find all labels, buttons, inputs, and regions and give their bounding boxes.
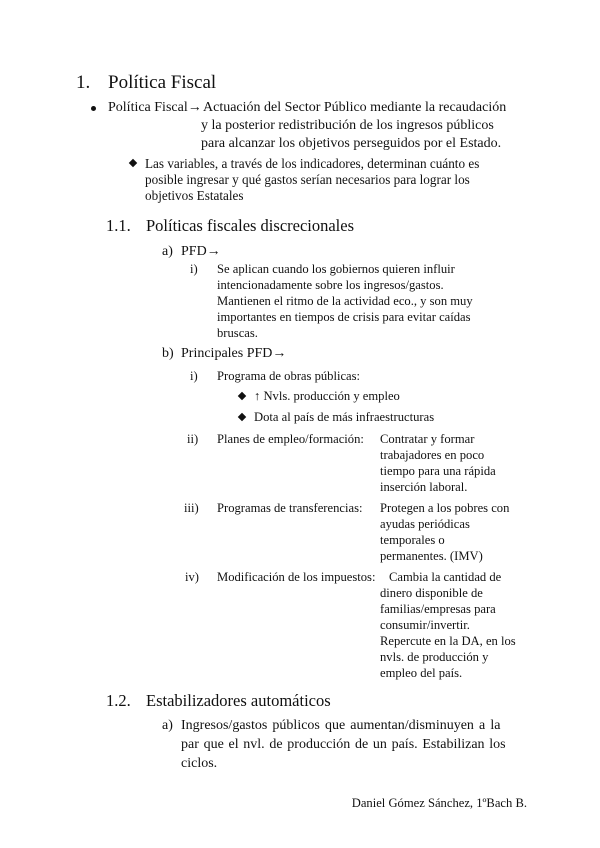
item-a-i-line-4: importantes en tiempos de crisis para evitar caídas [217,310,471,324]
item-b-iii-desc-2: ayudas periódicas [380,517,470,531]
item-a-title: PFD→ [181,244,221,259]
item-b-iv-desc-1: Cambia la cantidad de [389,570,502,584]
item-b-iv-desc-7: empleo del país. [380,666,463,680]
item-a-i-line-3: Mantienen el ritmo de la actividad eco., y son muy [217,294,473,308]
diamond-bullet-icon [238,392,246,400]
diamond-bullet-icon [238,413,246,421]
bullet-line-2: y la posterior redistribución de los ingresos públicos [201,118,494,133]
item-b-iv-desc-5: Repercute en la DA, en los [380,634,516,648]
item-b-iv-desc-6: nvls. de producción y [380,650,489,664]
item-b-iv-desc-3: familias/empresas para [380,602,496,616]
section-1-2-number: 1.2. [106,691,131,710]
item-a-i-line-2: intencionadamente sobre los ingresos/gastos. [217,278,444,292]
item-b-title: Principales PFD→ [181,346,287,361]
item-b-ii-desc-3: tiempo para una rápida [380,464,496,478]
section-1-1-title: Políticas fiscales discrecionales [146,216,355,235]
item-b-ii-desc-2: trabajadores en poco [380,448,485,462]
item-b-iii-title: Programas de transferencias: [217,501,363,515]
item-b-iv-desc-4: consumir/invertir. [380,618,470,632]
item-b-iii-label: iii) [184,501,199,515]
footer-author: Daniel Gómez Sánchez, 1ºBach B. [351,796,527,810]
item-b-iv-desc-2: dinero disponible de [380,586,483,600]
diamond-bullet-icon [129,159,137,167]
item-b-iii-desc-3: temporales o [380,533,445,547]
item-b-i-label: i) [190,369,198,383]
item-b-iii-desc-4: permanentes. (IMV) [380,549,483,563]
section-1-2-title: Estabilizadores automáticos [146,691,331,710]
item-a-i-line-5: bruscas. [217,326,258,340]
item-b-i-bullet-2: Dota al país de más infraestructuras [254,410,435,424]
section-1-title: Política Fiscal [108,72,217,93]
bullet-dot-icon [91,106,96,111]
sub-bullet-line-1: Las variables, a través de los indicadores, determinan cuánto es [145,156,480,171]
item-a-label: a) [162,244,173,259]
sub-bullet-line-3: objetivos Estatales [145,188,244,203]
item-1-2-a-line-3: ciclos. [181,756,218,771]
item-b-iv-label: iv) [185,570,199,584]
item-a-i-label: i) [190,262,198,276]
item-b-iii-desc-1: Protegen a los pobres con [380,501,510,515]
section-1-1-number: 1.1. [106,216,131,235]
item-b-ii-label: ii) [187,432,199,446]
item-1-2-a-line-2: par que el nvl. de producción de un país. Estabilizan los [181,737,506,752]
item-b-ii-desc-1: Contratar y formar [380,432,475,446]
item-b-i-bullet-1: ↑ Nvls. producción y empleo [254,389,400,403]
item-1-2-a-label: a) [162,718,173,733]
item-1-2-a-line-1: Ingresos/gastos públicos que aumentan/disminuyen a la [181,718,501,733]
item-b-iv-title: Modificación de los impuestos: [217,570,376,584]
bullet-term: Política Fiscal→ [108,100,202,115]
item-b-ii-title: Planes de empleo/formación: [217,432,364,446]
item-a-i-line-1: Se aplican cuando los gobiernos quieren influir [217,262,455,276]
bullet-line-3: para alcanzar los objetivos perseguidos por el Estado. [201,136,502,151]
section-1-number: 1. [76,72,91,93]
item-b-label: b) [162,346,174,361]
item-b-ii-desc-4: inserción laboral. [380,480,468,494]
item-b-i-title: Programa de obras públicas: [217,369,361,383]
sub-bullet-line-2: posible ingresar y qué gastos serían necesarios para lograr los [145,172,470,187]
bullet-line-1: Actuación del Sector Público mediante la recaudación [203,100,507,115]
